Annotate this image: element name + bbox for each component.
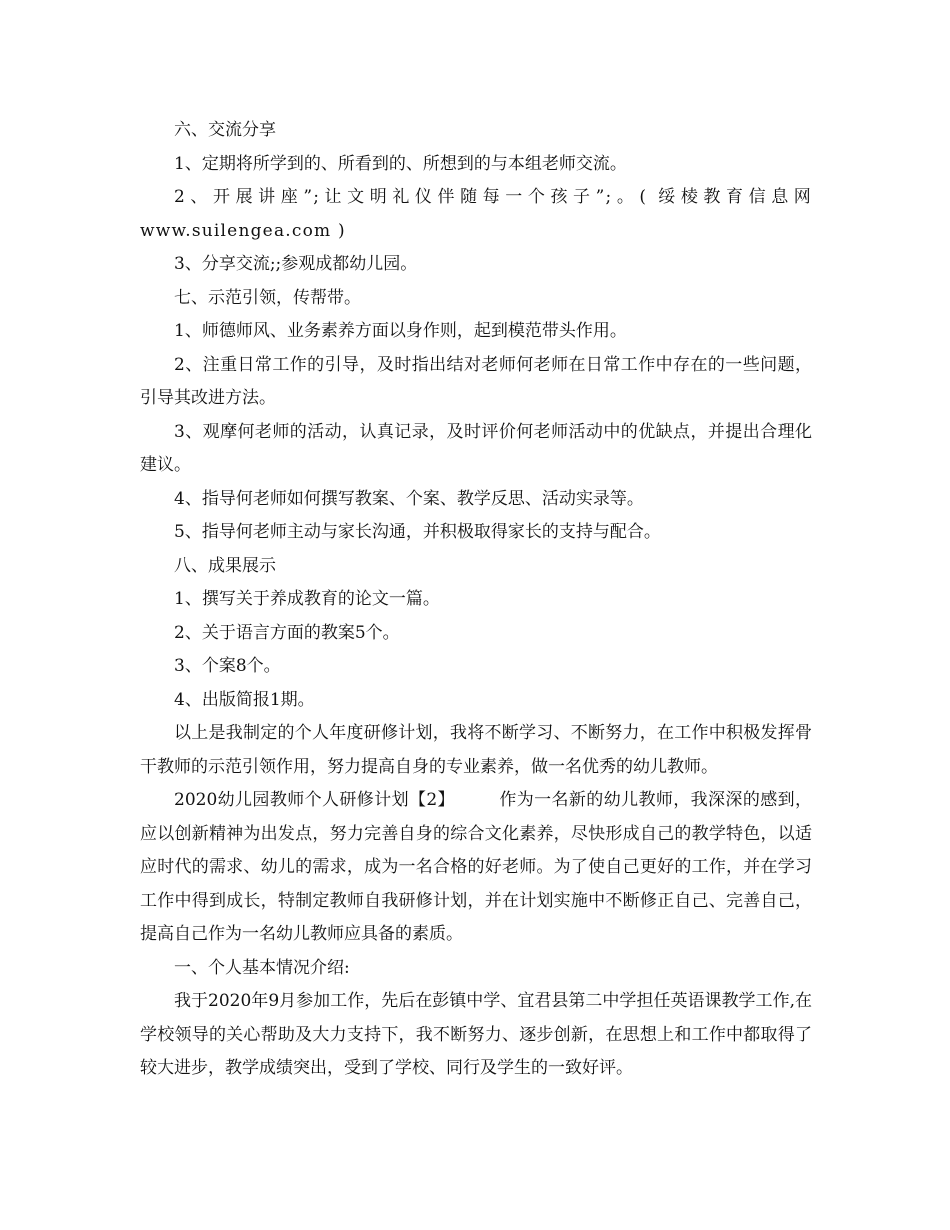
paragraph: 2、关于语言方面的教案5个。 [174, 622, 400, 643]
paragraph [140, 784, 812, 952]
paragraph: 5、指导何老师主动与家长沟通，并积极取得家长的支持与配合。 [174, 522, 661, 542]
section-heading-1: 一、个人基本情况介绍: [174, 957, 350, 978]
section-heading-8: 八、成果展示 [174, 555, 276, 576]
paragraph: 2、注重日常工作的引导，及时指出结对老师何老师在日常工作中存在的一些问题，引导其改进方法。 [140, 354, 812, 408]
article-title: 2020幼儿园教师个人研修计划【2】 [174, 790, 455, 810]
paragraph: 1、师德师风、业务素养方面以身作则，起到模范带头作用。 [174, 321, 627, 341]
paragraph: 2、开展讲座”;让文明礼仪伴随每一个孩子”;。( 绥棱教育信息网 www.suilengea.com ) [140, 187, 812, 241]
paragraph: 3、观摩何老师的活动，认真记录，及时评价何老师活动中的优缺点，并提出合理化建议。 [140, 421, 812, 475]
paragraph: 以上是我制定的个人年度研修计划，我将不断学习、不断努力，在工作中积极发挥骨干教师的示范引领作用，努力提高自身的专业素养，做一名优秀的幼儿教师。 [140, 723, 812, 777]
document-body [140, 114, 812, 1086]
paragraph: 我于2020年9月参加工作，先后在彭镇中学、宜君县第二中学担任英语课教学工作,在学校领导的关心帮助及大力支持下，我不断努力、逐步创新，在思想上和工作中都取得了较大进步，教学成绩突出，受到了学校、同行及学生的一致好评。 [140, 991, 812, 1078]
paragraph: 3、个案8个。 [174, 656, 281, 676]
paragraph: 4、出版简报1期。 [174, 689, 315, 710]
paragraph-text: 作为一名新的幼儿教师，我深深的感到，应以创新精神为出发点，努力完善自身的综合文化素养，尽快形成自己的教学特色，以适应时代的需求、幼儿的需求，成为一名合格的好老师。为了使自己更好的工作，并在学习工作中得到成长，特制定教师自我研修计划，并在计划实施中不断修正自己、完善自己，提高自己作为一名幼儿教师应具备的素质。 [140, 790, 812, 944]
paragraph: 4、指导何老师如何撰写教案、个案、教学反思、活动实录等。 [174, 488, 644, 509]
section-heading-6: 六、交流分享 [174, 120, 276, 140]
paragraph: 1、撰写关于养成教育的论文一篇。 [174, 589, 440, 609]
paragraph: 1、定期将所学到的、所看到的、所想到的与本组老师交流。 [174, 153, 627, 174]
section-heading-7: 七、示范引领，传帮带。 [174, 287, 361, 308]
paragraph: 3、分享交流;;参观成都幼儿园。 [174, 254, 418, 274]
